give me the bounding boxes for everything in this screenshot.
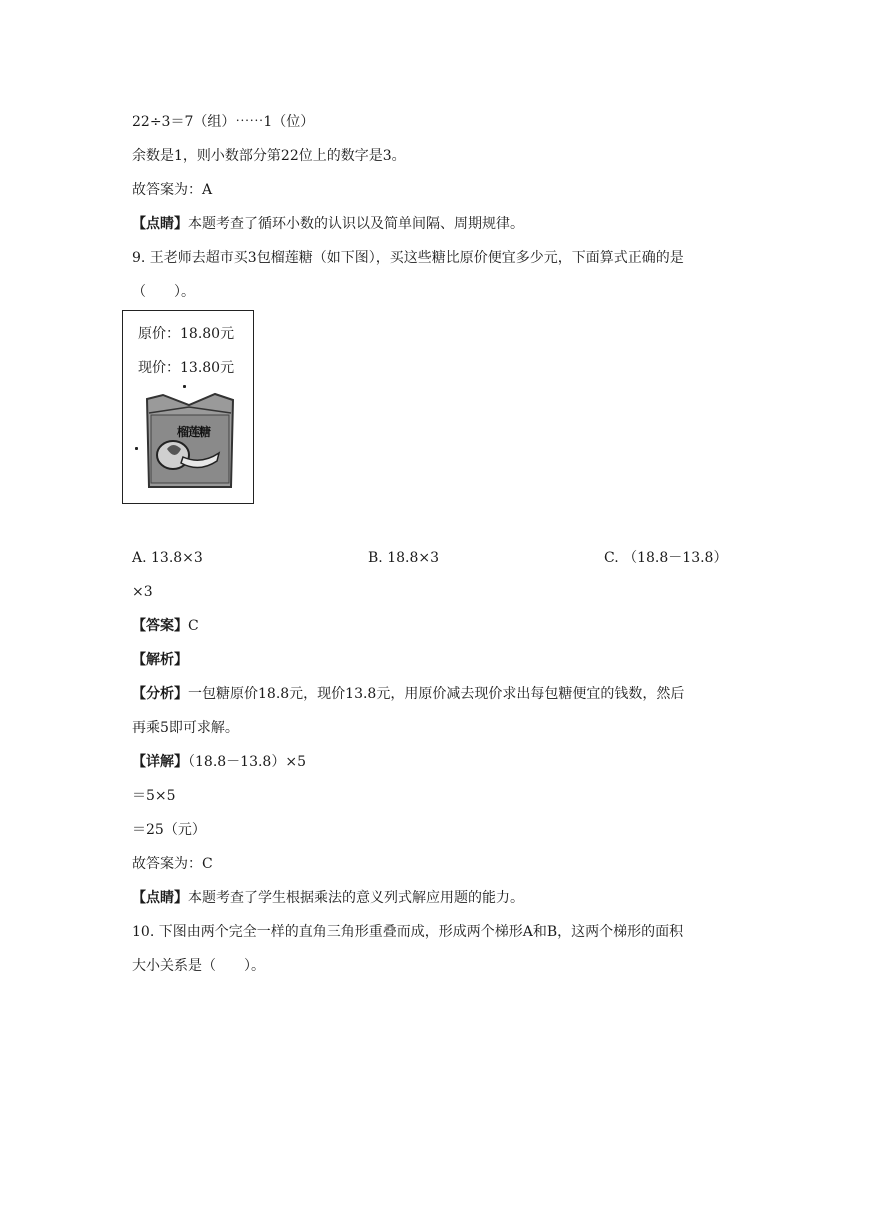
xiangjie-line — [132, 752, 306, 772]
speck-dot — [135, 447, 138, 450]
original-price: 原价：18.80元 — [138, 326, 235, 342]
option-c-continued: ×3 — [132, 584, 153, 600]
line-answer-a: 故答案为：A — [132, 182, 213, 198]
answer-value: C — [188, 618, 199, 634]
xiangjie-tag: 【详解】 — [132, 754, 188, 770]
fenxi-line-2: 再乘5即可求解。 — [132, 720, 239, 736]
question-9-line-2: （ ）。 — [132, 284, 195, 300]
speck-dot — [183, 385, 186, 388]
dianjing-line-2 — [132, 888, 524, 908]
dianjing-tag: 【点睛】 — [132, 890, 188, 906]
line-dianjing-1 — [132, 214, 524, 234]
bag-label: 榴莲糖 — [177, 425, 211, 439]
question-10-line-1: 10. 下图由两个完全一样的直角三角形重叠而成，形成两个梯形A和B，这两个梯形的面积 — [132, 924, 684, 940]
fenxi-tag: 【分析】 — [132, 686, 188, 702]
dianjing-text: 本题考查了循环小数的认识以及简单间隔、周期规律。 — [188, 216, 524, 232]
fenxi-text: 一包糖原价18.8元，现价13.8元，用原价减去现价求出每包糖便宜的钱数，然后 — [188, 686, 685, 702]
calc-step-1: ＝5×5 — [132, 788, 176, 804]
dianjing-text: 本题考查了学生根据乘法的意义列式解应用题的能力。 — [188, 890, 524, 906]
current-price: 现价：13.80元 — [138, 360, 235, 376]
xiangjie-text: （18.8－13.8）×5 — [188, 754, 306, 770]
line-remainder: 余数是1，则小数部分第22位上的数字是3。 — [132, 148, 406, 164]
candy-bag-image — [143, 391, 237, 491]
answer-tag: 【答案】 — [132, 618, 188, 634]
jiexi-heading: 【解析】 — [132, 652, 188, 668]
answer-line — [132, 616, 199, 636]
conclusion-line: 故答案为：C — [132, 856, 213, 872]
option-a: A. 13.8×3 — [132, 550, 203, 566]
question-10-line-2: 大小关系是（ ）。 — [132, 958, 265, 974]
dianjing-tag: 【点睛】 — [132, 216, 188, 232]
fenxi-line-1 — [132, 684, 684, 704]
candy-figure — [122, 310, 254, 504]
option-b: B. 18.8×3 — [368, 550, 439, 566]
question-9-line-1: 9. 王老师去超市买3包榴莲糖（如下图），买这些糖比原价便宜多少元，下面算式正确的是 — [132, 250, 684, 266]
line-division: 22÷3＝7（组）⋯⋯1（位） — [132, 114, 315, 130]
calc-step-2: ＝25（元） — [132, 822, 206, 838]
option-c: C. （18.8－13.8） — [604, 550, 728, 566]
